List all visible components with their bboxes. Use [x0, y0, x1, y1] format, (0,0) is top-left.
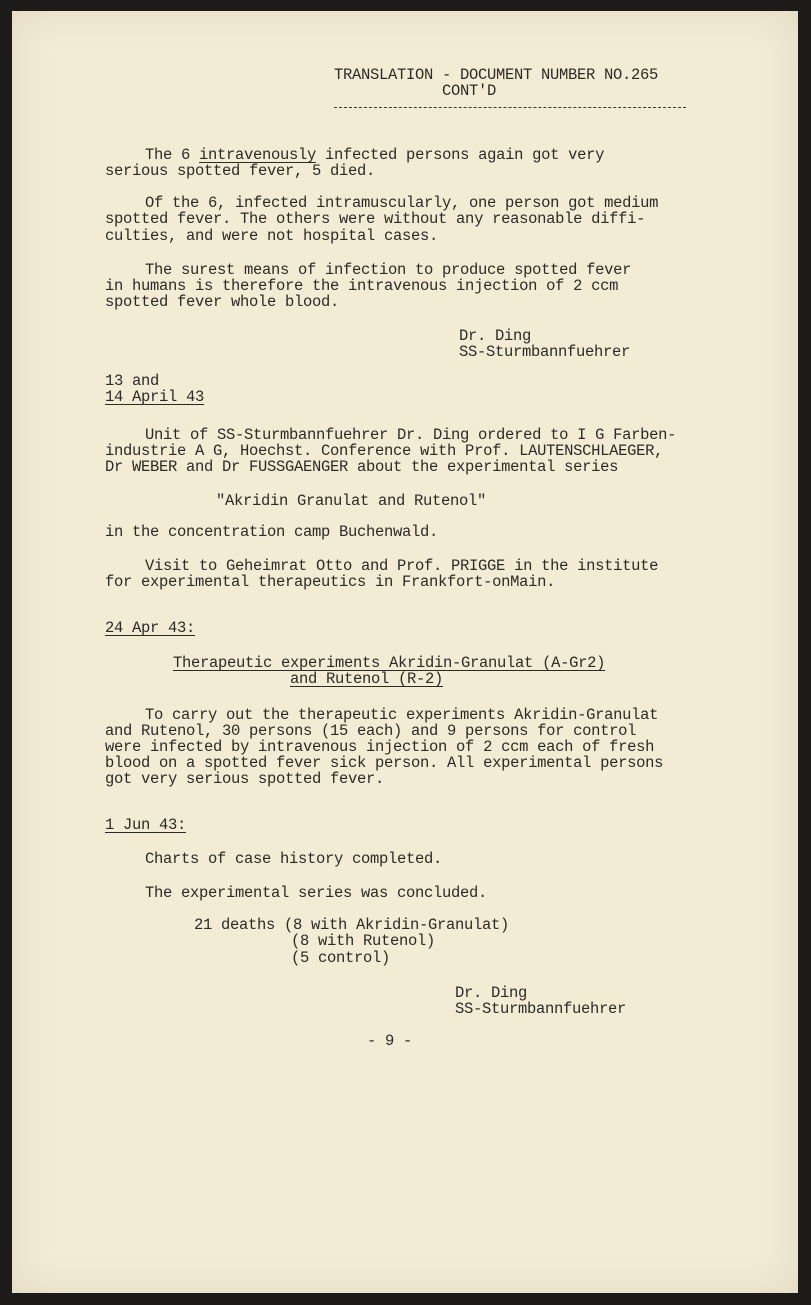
- date-entry: 13 and: [105, 372, 160, 390]
- charts-line: Charts of case history completed.: [145, 850, 443, 868]
- para-experiment-line: blood on a spotted fever sick person. All experimental persons: [105, 754, 664, 772]
- para-farben-line: Dr WEBER and Dr FUSSGAENGER about the experimental series: [105, 458, 619, 476]
- para-intramuscular-line: culties, and were not hospital cases.: [105, 227, 439, 245]
- para-surest-line: The surest means of infection to produce spotted fever: [145, 261, 632, 279]
- para-experiment-line: were infected by intravenous injection of 2 ccm each of fresh: [105, 738, 655, 756]
- experiment-heading: and Rutenol (R-2): [290, 670, 444, 688]
- signature-name: Dr. Ding: [459, 327, 532, 345]
- header-title: TRANSLATION - DOCUMENT NUMBER NO.265: [334, 66, 659, 84]
- para-intravenous-line2: serious spotted fever, 5 died.: [105, 162, 376, 180]
- date-entry: 1 Jun 43:: [105, 816, 187, 834]
- document-page: [12, 11, 798, 1293]
- date-entry: 14 April 43: [105, 388, 205, 406]
- header-rule: [334, 107, 686, 108]
- deaths-line: 21 deaths (8 with Akridin-Granulat): [194, 916, 510, 934]
- deaths-line: (5 control): [291, 949, 391, 967]
- signature-rank: SS-Sturmbannfuehrer: [455, 1000, 627, 1018]
- para-experiment-line: got very serious spotted fever.: [105, 770, 385, 788]
- header-contd: CONT'D: [442, 82, 497, 100]
- underlined-intravenously: intravenously: [199, 146, 317, 164]
- para-intramuscular-line: Of the 6, infected intramuscularly, one person got medium: [145, 194, 659, 212]
- date-entry: 24 Apr 43:: [105, 619, 196, 637]
- deaths-line: (8 with Rutenol): [291, 932, 436, 950]
- page-number: - 9 -: [367, 1032, 413, 1050]
- camp-line: in the concentration camp Buchenwald.: [105, 523, 439, 541]
- concluded-line: The experimental series was concluded.: [145, 884, 488, 902]
- para-visit-line: Visit to Geheimrat Otto and Prof. PRIGGE in the institute: [145, 557, 659, 575]
- experiment-heading: Therapeutic experiments Akridin-Granulat (A-Gr2): [173, 654, 606, 672]
- para-experiment-line: To carry out the therapeutic experiments Akridin-Granulat: [145, 706, 659, 724]
- signature-name: Dr. Ding: [455, 984, 528, 1002]
- para-farben-line: Unit of SS-Sturmbannfuehrer Dr. Ding ordered to I G Farben-: [145, 426, 677, 444]
- para-surest-line: spotted fever whole blood.: [105, 293, 340, 311]
- para-intravenous-line1: The 6 intravenously infected persons again got very: [145, 146, 605, 164]
- signature-rank: SS-Sturmbannfuehrer: [459, 343, 631, 361]
- para-surest-line: in humans is therefore the intravenous injection of 2 ccm: [105, 277, 619, 295]
- series-title: "Akridin Granulat and Rutenol": [216, 492, 487, 510]
- para-intramuscular-line: spotted fever. The others were without any reasonable diffi-: [105, 210, 646, 228]
- para-experiment-line: and Rutenol, 30 persons (15 each) and 9 persons for control: [105, 722, 637, 740]
- para-visit-line: for experimental therapeutics in Frankfort-onMain.: [105, 573, 556, 591]
- para-farben-line: industrie A G, Hoechst. Conference with Prof. LAUTENSCHLAEGER,: [105, 442, 664, 460]
